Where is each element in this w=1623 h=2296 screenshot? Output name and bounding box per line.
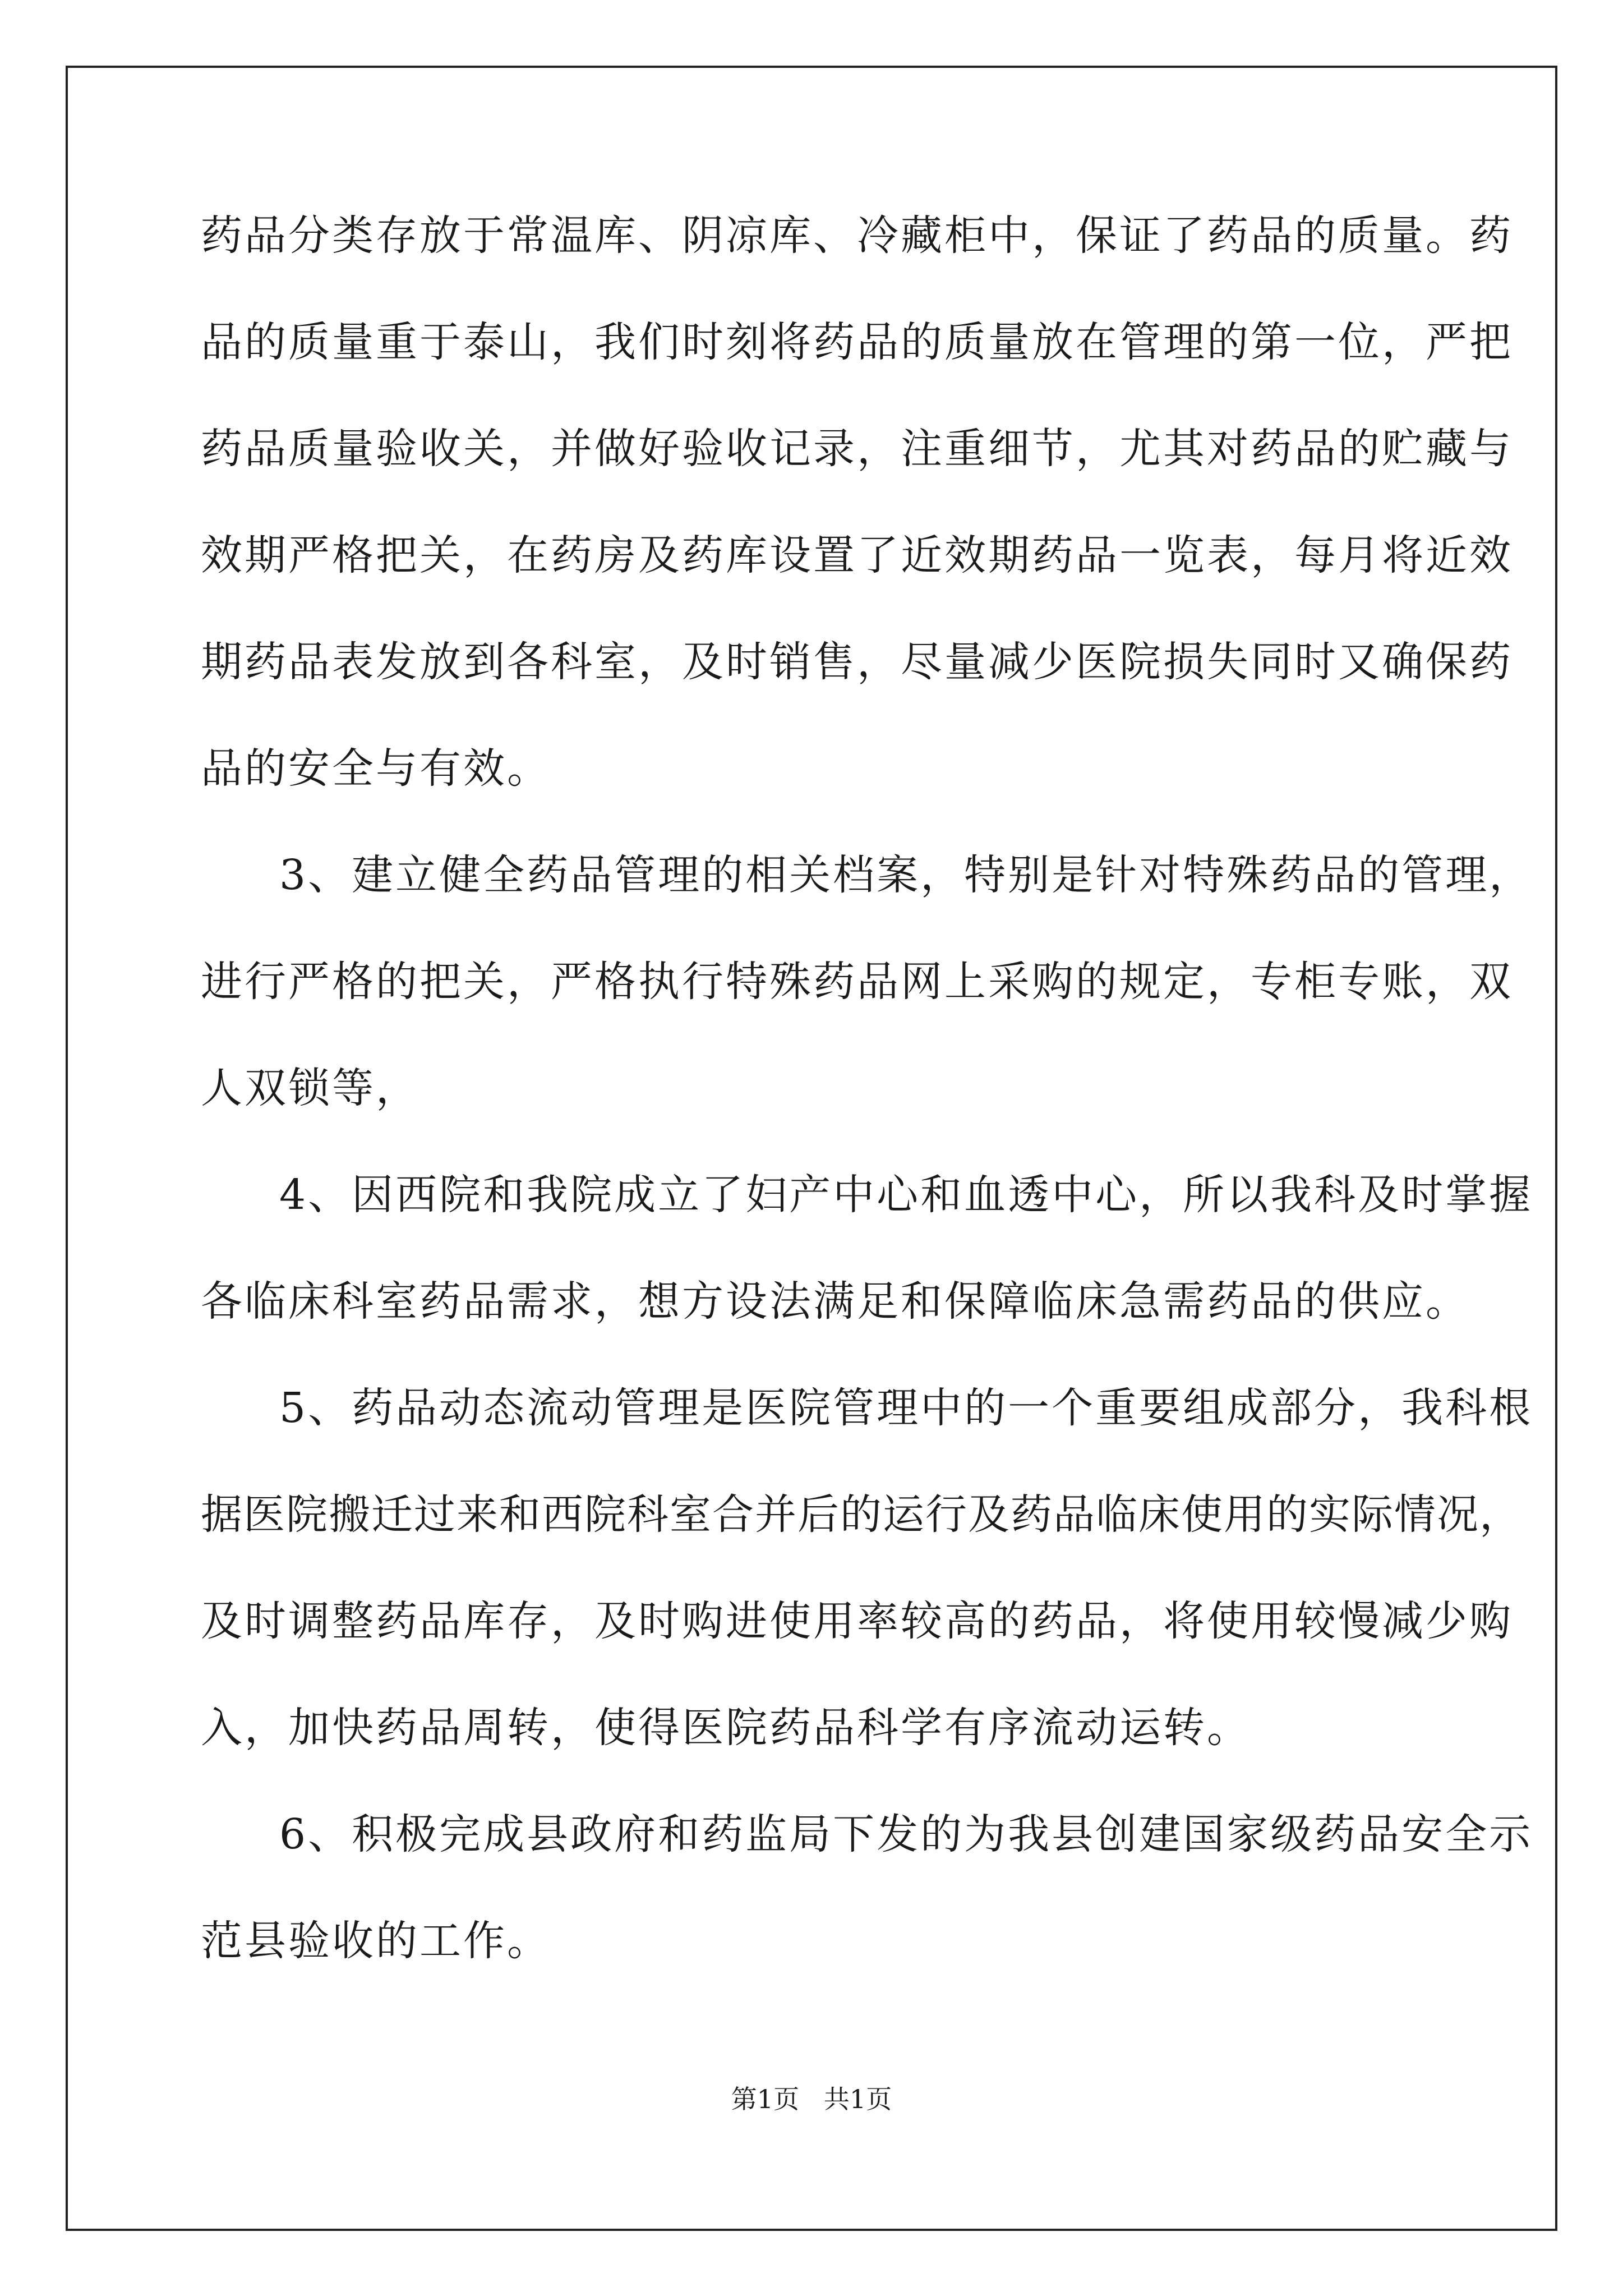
paragraph-3-line: 3、建立健全药品管理的相关档案，特别是针对特殊药品的管理， [279,851,1533,899]
paragraph-5-line: 5、药品动态流动管理是医院管理中的一个重要组成部分，我科根 [279,1384,1533,1432]
text-line: 范县验收的工作。 [201,1917,551,1965]
page-footer: 第1页 共1页 [731,2084,892,2114]
text-line: 品的质量重于泰山，我们时刻将药品的质量放在管理的第一位，严把 [201,318,1513,366]
text-line: 效期严格把关，在药房及药库设置了近效期药品一览表，每月将近效 [201,531,1513,579]
text-line: 药品质量验收关，并做好验收记录，注重细节，尤其对药品的贮藏与 [201,425,1513,473]
text-line: 及时调整药品库存，及时购进使用率较高的药品，将使用较慢减少购 [201,1597,1513,1645]
text-line: 各临床科室药品需求，想方设法满足和保障临床急需药品的供应。 [201,1277,1469,1326]
paragraph-6-line: 6、积极完成县政府和药监局下发的为我县创建国家级药品安全示 [279,1810,1533,1858]
text-line: 人双锁等， [201,1064,419,1112]
page-border [66,66,1557,2231]
text-line: 进行严格的把关，严格执行特殊药品网上采购的规定，专柜专账，双 [201,958,1513,1006]
text-line: 据医院搬迁过来和西院科室合并后的运行及药品临床使用的实际情况， [201,1490,1522,1539]
text-line: 品的安全与有效。 [201,744,551,793]
text-line: 期药品表发放到各科室，及时销售，尽量减少医院损失同时又确保药 [201,638,1513,686]
text-line: 入，加快药品周转，使得医院药品科学有序流动运转。 [201,1704,1251,1752]
paragraph-4-line: 4、因西院和我院成立了妇产中心和血透中心，所以我科及时掌握 [279,1171,1533,1219]
text-line: 药品分类存放于常温库、阴凉库、冷藏柜中，保证了药品的质量。药 [201,211,1513,260]
